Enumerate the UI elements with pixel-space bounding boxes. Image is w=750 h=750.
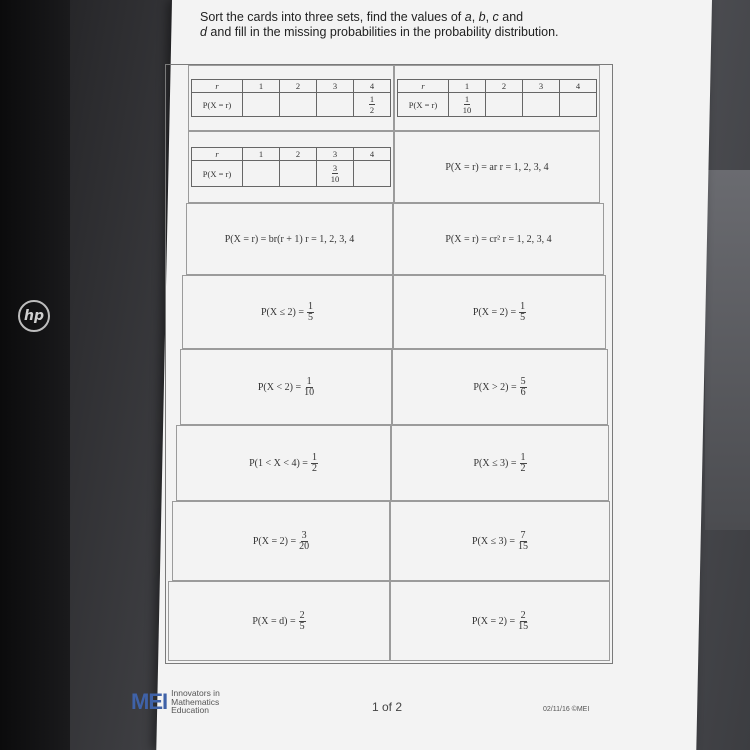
mei-tagline: Innovators in Mathematics Education [171,688,220,716]
card-prob-7: P(X = 2) = $\frac{3}{20}$ [172,501,390,581]
distribution-table-3: r 1 2 3 4 P(X = r) $\frac{3}{10}$ [191,147,391,187]
card-formula-cr2: P(X = r) = cr² r = 1, 2, 3, 4 [393,203,604,275]
card-prob-2: P(X = 2) = $\frac{1}{5}$ [393,275,606,349]
card-prob-5: P(1 < X < 4) = $\frac{1}{2}$ [176,425,391,501]
hp-logo-icon: hp [18,300,50,332]
card-formula-ar: P(X = r) = ar r = 1, 2, 3, 4 [394,131,600,203]
card-table-3 [188,131,394,203]
card-prob-8: P(X ≤ 3) = $\frac{7}{15}$ [390,501,610,581]
card-prob-3: P(X < 2) = $\frac{1}{10}$ [180,349,392,425]
card-table-2 [394,65,600,131]
card-prob-1: P(X ≤ 2) = $\frac{1}{5}$ [182,275,393,349]
laptop-edge [0,0,70,750]
card-prob-6: P(X ≤ 3) = $\frac{1}{2}$ [391,425,609,501]
card-prob-4: P(X > 2) = $\frac{5}{6}$ [392,349,608,425]
distribution-table-2: r 1 2 3 4 P(X = r) $\frac{1}{10}$ [397,79,597,117]
card-formula-br: P(X = r) = br(r + 1) r = 1, 2, 3, 4 [186,203,393,275]
card-prob-9: P(X = d) = $\frac{2}{5}$ [168,581,390,661]
instructions-text: Sort the cards into three sets, find the values of a, b, c and d and fill in the missing probabilities in the probability distribution. [200,10,559,39]
card-prob-10: P(X = 2) = $\frac{2}{15}$ [390,581,610,661]
card-grid [165,64,613,664]
card-table-1 [188,65,394,131]
distribution-table-1: r 1 2 3 4 P(X = r) $\frac{1}{2}$ [191,79,391,117]
laptop-keyboard-area [705,170,750,530]
mei-logo-mark: MEI [131,689,168,714]
mei-logo [131,689,220,715]
footer-date: 02/11/16 ©MEI [543,706,590,713]
page-number: 1 of 2 [372,700,403,714]
